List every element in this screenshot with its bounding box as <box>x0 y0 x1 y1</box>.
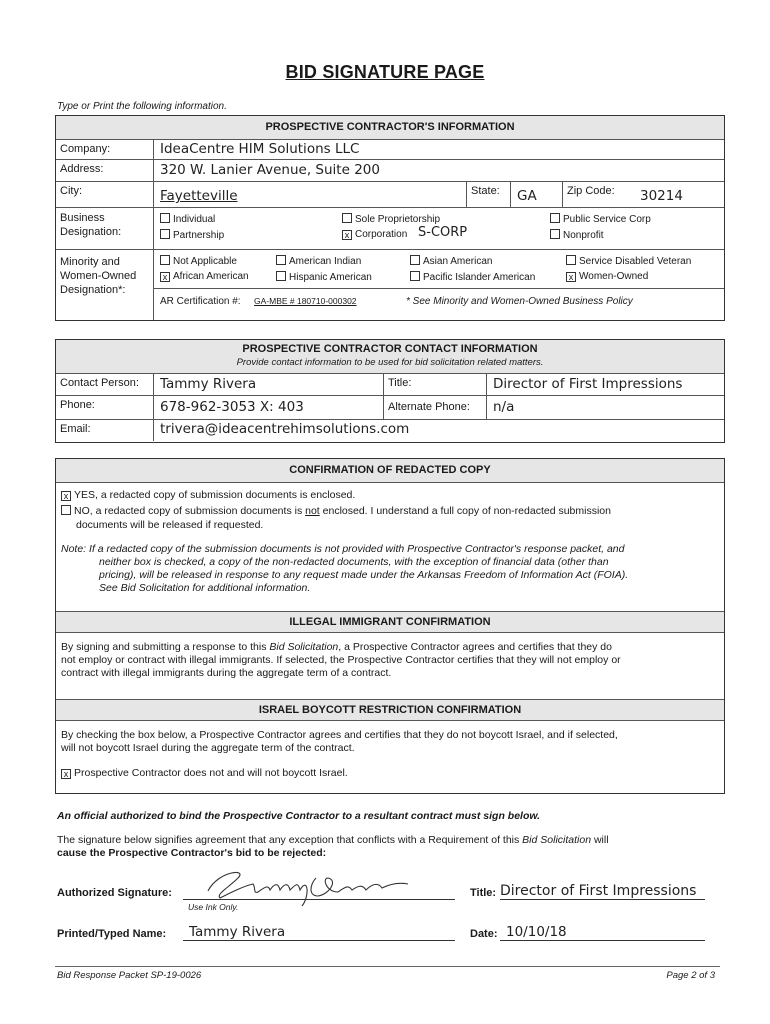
israel-boycott-option[interactable]: x Prospective Contractor does not and will not boycott Israel. <box>61 767 348 780</box>
contractor-info-header: PROSPECTIVE CONTRACTOR'S INFORMATION <box>56 116 724 140</box>
phone-field[interactable]: 678-962-3053 X: 403 <box>153 396 383 419</box>
option-pacific-islander[interactable]: Pacific Islander American <box>410 271 535 283</box>
option-service-disabled-veteran[interactable]: Service Disabled Veteran <box>566 255 691 267</box>
checkbox-american-indian[interactable] <box>276 255 286 265</box>
checkbox-women-owned-checked[interactable]: x <box>566 272 576 282</box>
checkbox-corporation-checked[interactable]: x <box>342 230 352 240</box>
checkbox-partnership[interactable] <box>160 229 170 239</box>
option-hispanic-american[interactable]: Hispanic American <box>276 271 372 283</box>
corp-handwritten-note: S-CORP <box>418 225 468 240</box>
state-label: State: <box>466 182 510 207</box>
city-field[interactable]: Fayetteville <box>153 182 466 207</box>
checkbox-pacific-islander[interactable] <box>410 271 420 281</box>
contact-person-label: Contact Person: <box>60 377 139 389</box>
redacted-header: CONFIRMATION OF REDACTED COPY <box>56 459 724 483</box>
checkbox-service-disabled-veteran[interactable] <box>566 255 576 265</box>
checkbox-redacted-no[interactable] <box>61 505 71 515</box>
contact-info-title: PROSPECTIVE CONTRACTOR CONTACT INFORMATION <box>242 343 538 355</box>
contact-info-subheader: Provide contact information to be used for bid solicitation related matters. <box>236 357 544 368</box>
use-ink-note: Use Ink Only. <box>188 902 239 912</box>
contact-title-label: Title: <box>383 374 486 395</box>
redacted-yes-option[interactable]: x YES, a redacted copy of submission documents is enclosed. <box>61 489 355 502</box>
ar-certification-value[interactable]: GA-MBE # 180710-000302 <box>254 296 357 306</box>
zip-field[interactable]: 30214 <box>640 188 683 204</box>
option-individual[interactable]: Individual <box>160 213 215 225</box>
page-title: BID SIGNATURE PAGE <box>285 62 485 82</box>
printed-name-label: Printed/Typed Name: <box>57 928 167 940</box>
date-label: Date: <box>470 928 498 940</box>
state-field[interactable]: GA <box>510 182 562 207</box>
email-field[interactable]: trivera@ideacentrehimsolutions.com <box>153 420 724 441</box>
address-label: Address: <box>60 163 104 175</box>
policy-note: * See Minority and Women-Owned Business Policy <box>406 296 633 307</box>
option-corporation[interactable]: x Corporation <box>342 229 407 240</box>
company-label: Company: <box>60 143 111 155</box>
checkbox-african-american-checked[interactable]: x <box>160 272 170 282</box>
signature-title-field[interactable]: Director of First Impressions <box>500 883 705 900</box>
redacted-no-continued: documents will be released if requested. <box>76 519 264 531</box>
signature-title-label: Title: <box>470 887 497 899</box>
illegal-immigrant-header: ILLEGAL IMMIGRANT CONFIRMATION <box>56 611 724 633</box>
contact-title-field[interactable]: Director of First Impressions <box>486 374 724 395</box>
contact-info-header <box>56 340 724 374</box>
instruction-text: Type or Print the following information. <box>57 101 227 112</box>
footer-left: Bid Response Packet SP-19-0026 <box>57 970 202 981</box>
email-label: Email: <box>60 423 91 435</box>
authorized-signature-label: Authorized Signature: <box>57 887 172 899</box>
printed-name-field[interactable]: Tammy Rivera <box>183 924 455 941</box>
redacted-note: Note: If a redacted copy of the submission documents is not provided with Prospective Contractor's response packet, and neither box is checked, a copy of the non-redacted documents, with the exception of financial data (other than pricing), will be released in response to any request made under the Arkansas Freedom of Information Act (FOIA). See Bid Solicitation for additional information. <box>61 543 629 594</box>
footer-page-number: Page 2 of 3 <box>666 970 715 981</box>
checkbox-asian-american[interactable] <box>410 255 420 265</box>
checkbox-nonprofit[interactable] <box>550 229 560 239</box>
option-not-applicable[interactable]: Not Applicable <box>160 255 237 267</box>
ar-certification-label: AR Certification #: <box>160 296 241 307</box>
address-field[interactable]: 320 W. Lanier Avenue, Suite 200 <box>153 160 724 181</box>
official-note: An official authorized to bind the Prospective Contractor to a resultant contract must sign below. <box>57 810 541 822</box>
checkbox-public-service-corp[interactable] <box>550 213 560 223</box>
alt-phone-field[interactable]: n/a <box>486 396 724 419</box>
option-sole-proprietorship[interactable]: Sole Proprietorship <box>342 213 440 225</box>
minority-designation-label: Minority and Women-Owned Designation*: <box>60 256 137 296</box>
confirmations-section <box>55 458 725 794</box>
contact-info-section <box>55 339 725 443</box>
redacted-no-option[interactable]: NO, a redacted copy of submission documents is not enclosed. I understand a full copy of non-redacted submission <box>61 505 611 518</box>
option-nonprofit[interactable]: Nonprofit <box>550 229 604 241</box>
business-designation-label: Business Designation: <box>60 212 122 238</box>
option-partnership[interactable]: Partnership <box>160 229 224 241</box>
company-field[interactable]: IdeaCentre HIM Solutions LLC <box>153 140 724 159</box>
option-asian-american[interactable]: Asian American <box>410 255 492 267</box>
option-public-service-corp[interactable]: Public Service Corp <box>550 213 651 225</box>
option-african-american[interactable]: x African American <box>160 271 249 282</box>
checkbox-individual[interactable] <box>160 213 170 223</box>
israel-boycott-header: ISRAEL BOYCOTT RESTRICTION CONFIRMATION <box>56 699 724 721</box>
contact-person-field[interactable]: Tammy Rivera <box>153 374 383 395</box>
checkbox-hispanic-american[interactable] <box>276 271 286 281</box>
checkbox-not-applicable[interactable] <box>160 255 170 265</box>
israel-boycott-text: By checking the box below, a Prospective Contractor agrees and certifies that they do not boycott Israel, and if selected, will not boycott Israel during the aggregate term of the contract. <box>61 729 618 754</box>
checkbox-israel-boycott-checked[interactable]: x <box>61 769 71 779</box>
agreement-text: The signature below signifies agreement that any exception that conflicts with a Requirement of this Bid Solicitation will cause the Prospective Contractor's bid to be rejected: <box>57 834 609 859</box>
checkbox-sole-proprietorship[interactable] <box>342 213 352 223</box>
footer-divider <box>55 966 720 967</box>
city-label: City: <box>60 185 82 197</box>
date-field[interactable]: 10/10/18 <box>500 924 705 941</box>
option-women-owned[interactable]: x Women-Owned <box>566 271 648 282</box>
illegal-immigrant-text: By signing and submitting a response to this Bid Solicitation, a Prospective Contractor agrees and certifies that they do not employ or contract with illegal immigrants. If selected, the Prospective Contractor certifies that they will not employ or contract with illegal immigrants during the aggregate term of a contract. <box>61 641 621 679</box>
contractor-info-section <box>55 115 725 321</box>
checkbox-redacted-yes-checked[interactable]: x <box>61 491 71 501</box>
option-american-indian[interactable]: American Indian <box>276 255 361 267</box>
zip-label: Zip Code: <box>562 182 634 207</box>
phone-label: Phone: <box>60 399 95 411</box>
alt-phone-label: Alternate Phone: <box>383 396 486 419</box>
